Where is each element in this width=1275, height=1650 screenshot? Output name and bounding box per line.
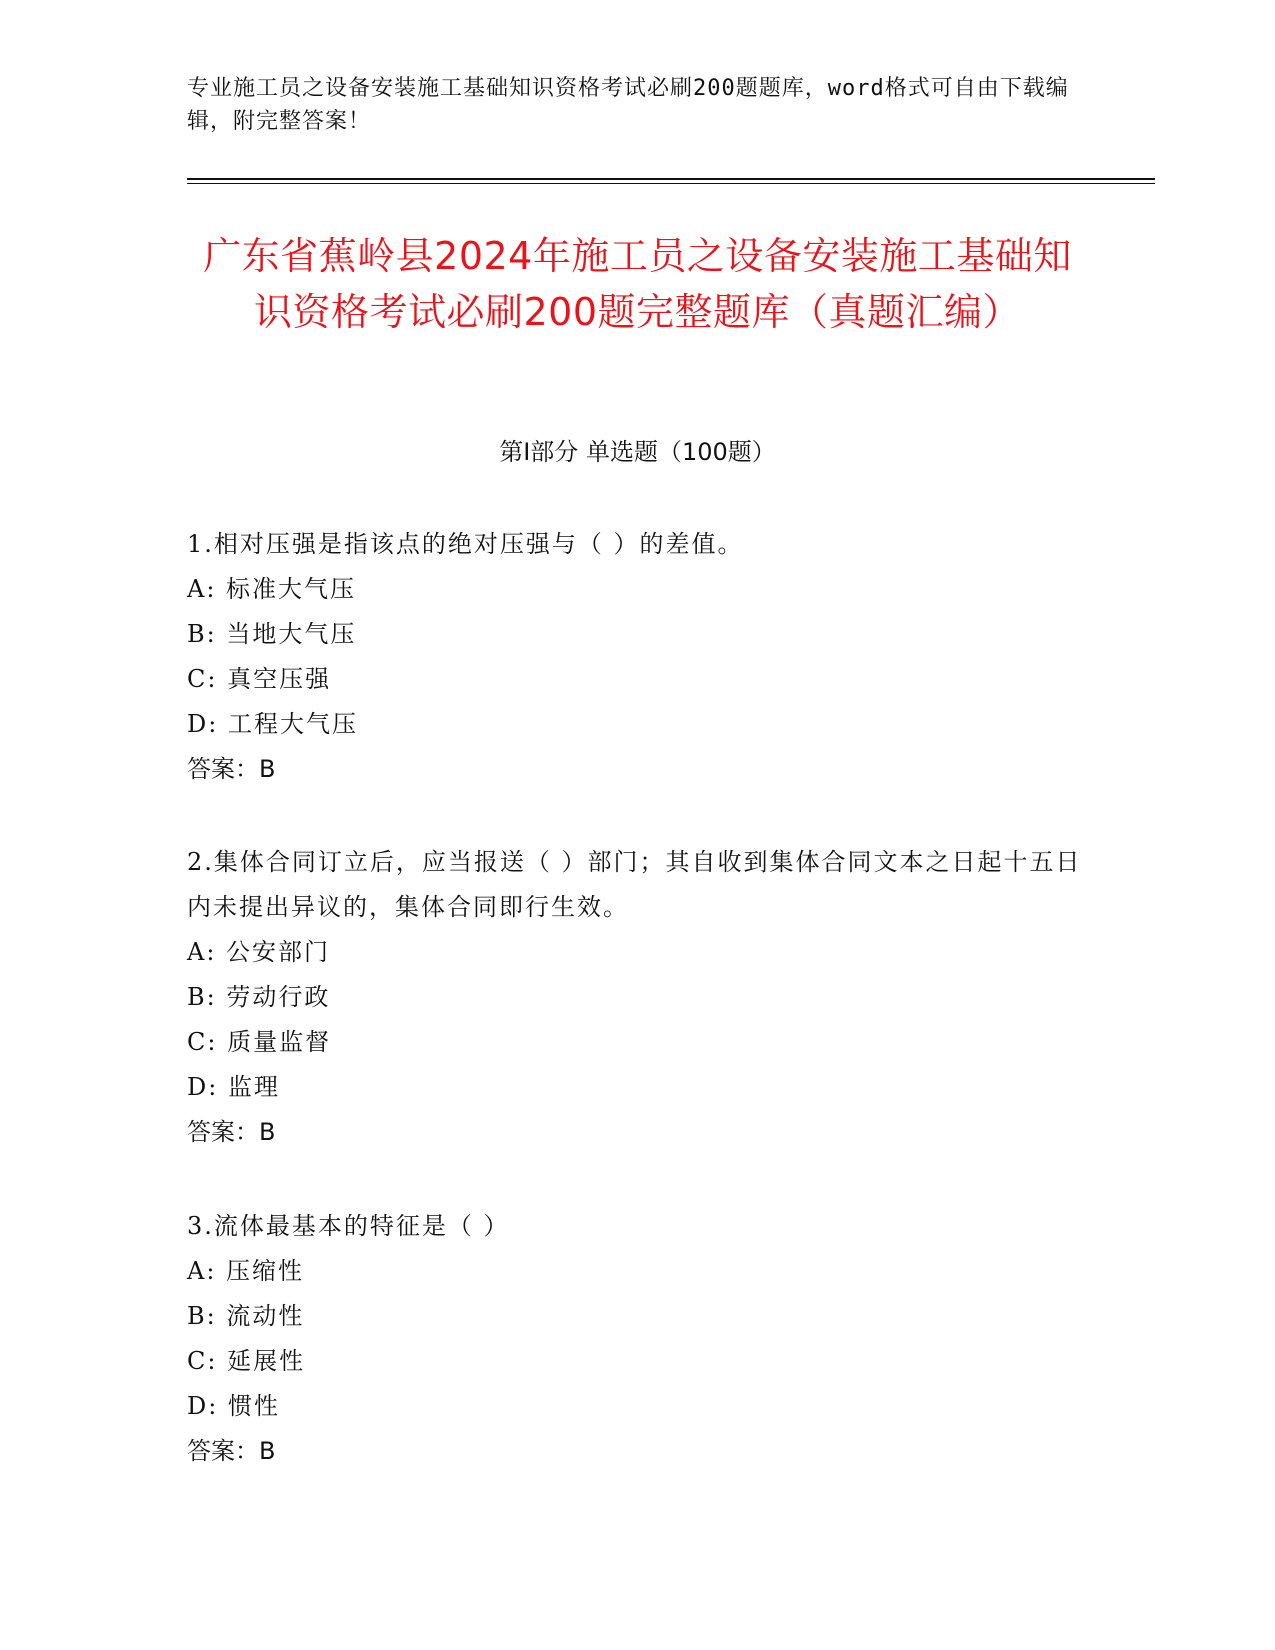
answer: 答案：B xyxy=(187,1437,276,1465)
option-d: D: 监理 xyxy=(187,1073,280,1101)
header-rule-thin xyxy=(187,183,1155,184)
option-a: A: 压缩性 xyxy=(187,1257,305,1285)
option-a: A: 公安部门 xyxy=(187,938,331,966)
option-b: B: 劳动行政 xyxy=(187,983,331,1011)
question-2 xyxy=(187,840,1087,1155)
header-rule-thick xyxy=(187,178,1155,180)
option-b: B: 当地大气压 xyxy=(187,620,357,648)
question-stem: 2.集体合同订立后，应当报送（ ）部门；其自收到集体合同文本之日起十五日内未提出异议的，集体合同即行生效。 xyxy=(187,848,1082,921)
question-3 xyxy=(187,1204,1087,1474)
question-stem: 3.流体最基本的特征是（ ） xyxy=(187,1212,510,1240)
option-c: C: 真空压强 xyxy=(187,665,332,693)
answer: 答案：B xyxy=(187,755,276,783)
option-d: D: 惯性 xyxy=(187,1392,280,1420)
question-1 xyxy=(187,522,1087,792)
section-title: 第Ⅰ部分 单选题（100题） xyxy=(499,438,776,466)
question-stem: 1.相对压强是指该点的绝对压强与（ ）的差值。 xyxy=(187,530,744,558)
option-d: D: 工程大气压 xyxy=(187,710,358,738)
option-a: A: 标准大气压 xyxy=(187,575,357,603)
document-title: 广东省蕉岭县2024年施工员之设备安装施工基础知识资格考试必刷200题完整题库（真题汇编） xyxy=(203,234,1072,334)
option-b: B: 流动性 xyxy=(187,1302,305,1330)
option-c: C: 质量监督 xyxy=(187,1028,332,1056)
answer: 答案：B xyxy=(187,1118,276,1146)
header-note: 专业施工员之设备安装施工基础知识资格考试必刷200题题库，word格式可自由下载编辑，附完整答案！ xyxy=(187,76,1069,134)
option-c: C: 延展性 xyxy=(187,1347,306,1375)
